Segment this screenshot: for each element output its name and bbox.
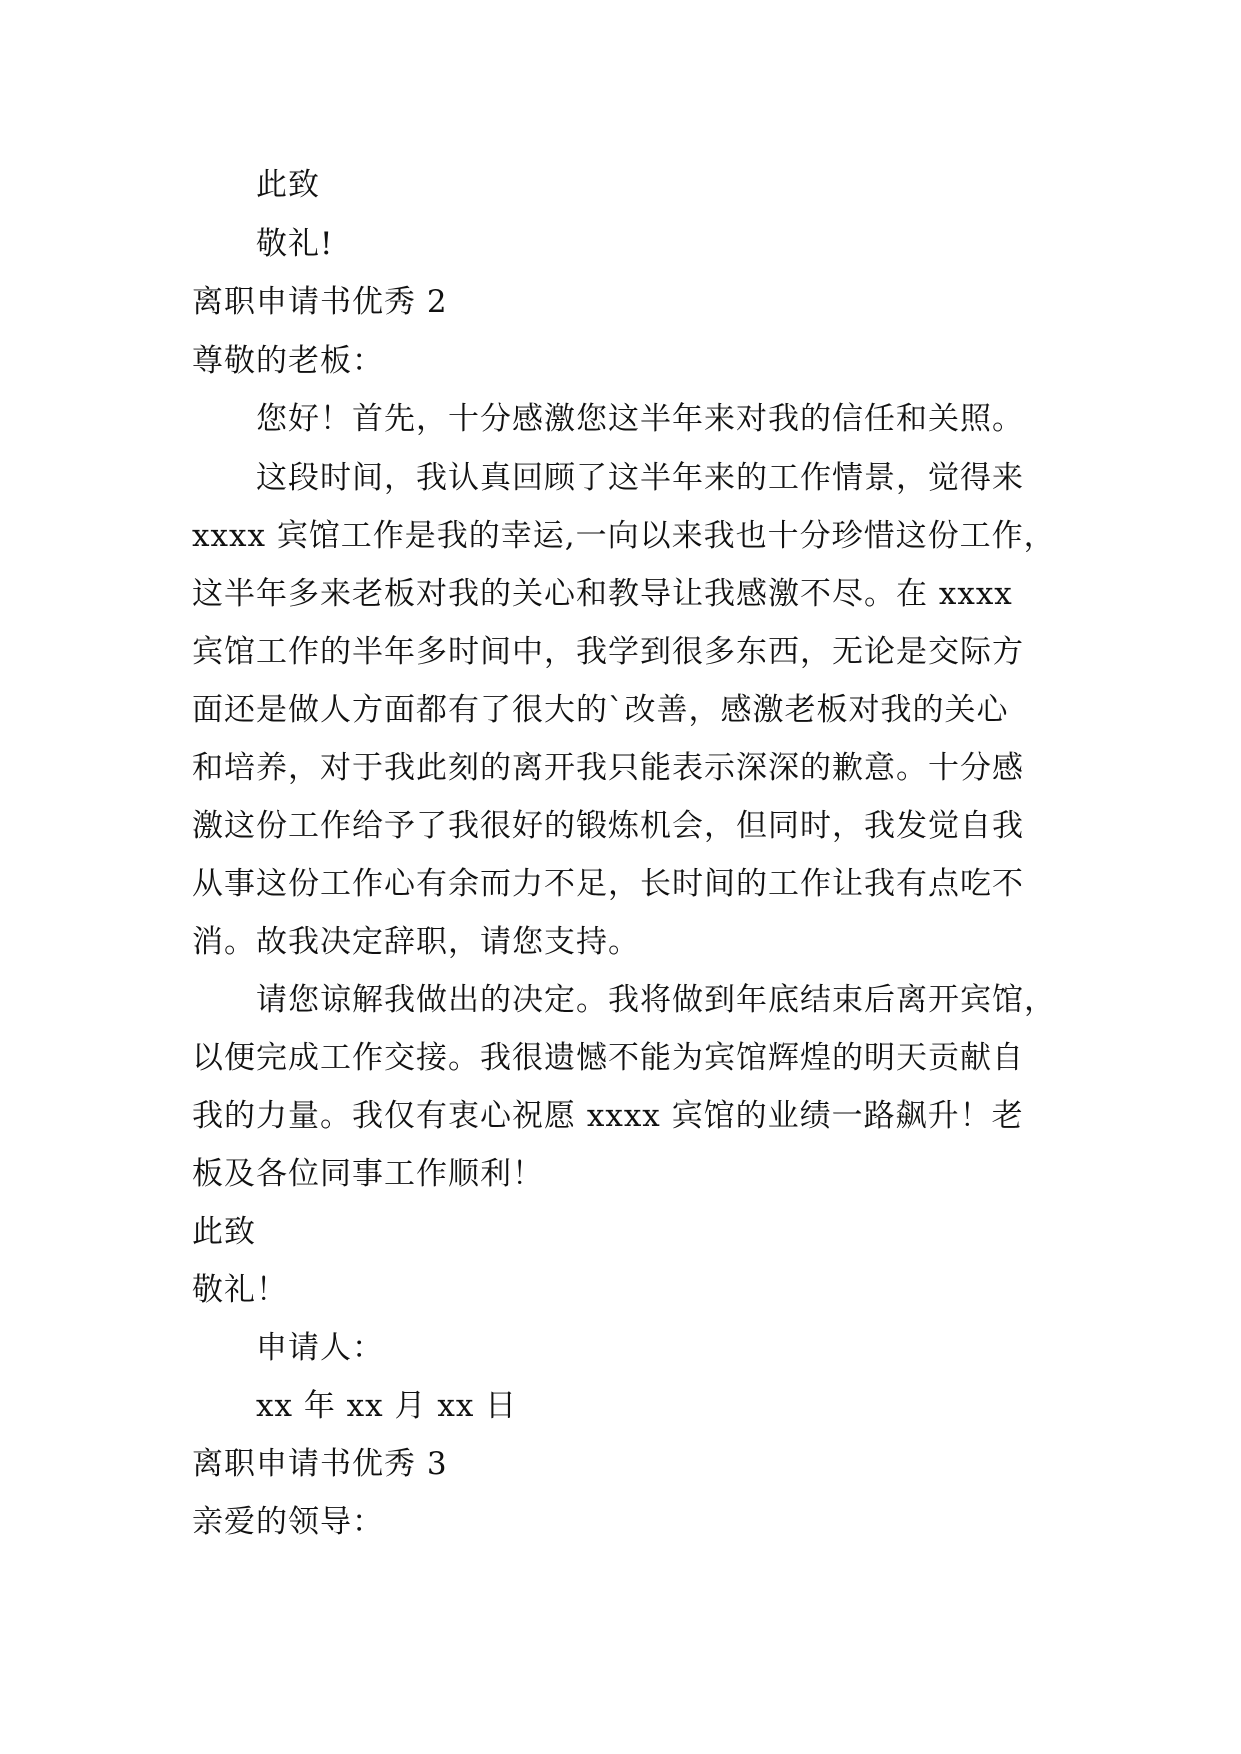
body-line: xxxx 宾馆工作是我的幸运,一向以来我也十分珍惜这份工作， — [192, 518, 1056, 554]
closing-line: 此致 — [256, 167, 320, 203]
body-line: 您好！首先，十分感激您这半年来对我的信任和关照。 — [256, 401, 1024, 437]
letter-title: 离职申请书优秀 2 — [192, 284, 448, 320]
closing-line: 此致 — [192, 1214, 256, 1250]
date-line: xx 年 xx 月 xx 日 — [256, 1388, 518, 1424]
body-line: 以便完成工作交接。我很遗憾不能为宾馆辉煌的明天贡献自 — [192, 1040, 1024, 1076]
letter-greeting: 亲爱的领导： — [192, 1504, 384, 1540]
body-line: 面还是做人方面都有了很大的`改善，感激老板对我的关心 — [192, 692, 1009, 728]
body-line: 从事这份工作心有余而力不足，长时间的工作让我有点吃不 — [192, 866, 1024, 902]
body-line: 宾馆工作的半年多时间中，我学到很多东西，无论是交际方 — [192, 634, 1024, 670]
applicant-line: 申请人： — [256, 1330, 384, 1366]
letter-title: 离职申请书优秀 3 — [192, 1446, 448, 1482]
body-line: 激这份工作给予了我很好的锻炼机会，但同时，我发觉自我 — [192, 808, 1024, 844]
letter-greeting: 尊敬的老板： — [192, 343, 384, 379]
body-line: 请您谅解我做出的决定。我将做到年底结束后离开宾馆， — [256, 982, 1056, 1018]
body-line: 我的力量。我仅有衷心祝愿 xxxx 宾馆的业绩一路飙升！老 — [192, 1098, 1024, 1134]
body-line: 这半年多来老板对我的关心和教导让我感激不尽。在 xxxx — [192, 576, 1013, 612]
body-line: 板及各位同事工作顺利！ — [192, 1156, 544, 1192]
body-line: 消。故我决定辞职，请您支持。 — [192, 924, 640, 960]
salutation-line: 敬礼！ — [192, 1272, 288, 1308]
body-line: 和培养，对于我此刻的离开我只能表示深深的歉意。十分感 — [192, 750, 1024, 786]
salutation-line: 敬礼! — [256, 226, 334, 262]
body-line: 这段时间，我认真回顾了这半年来的工作情景，觉得来 — [256, 460, 1024, 496]
